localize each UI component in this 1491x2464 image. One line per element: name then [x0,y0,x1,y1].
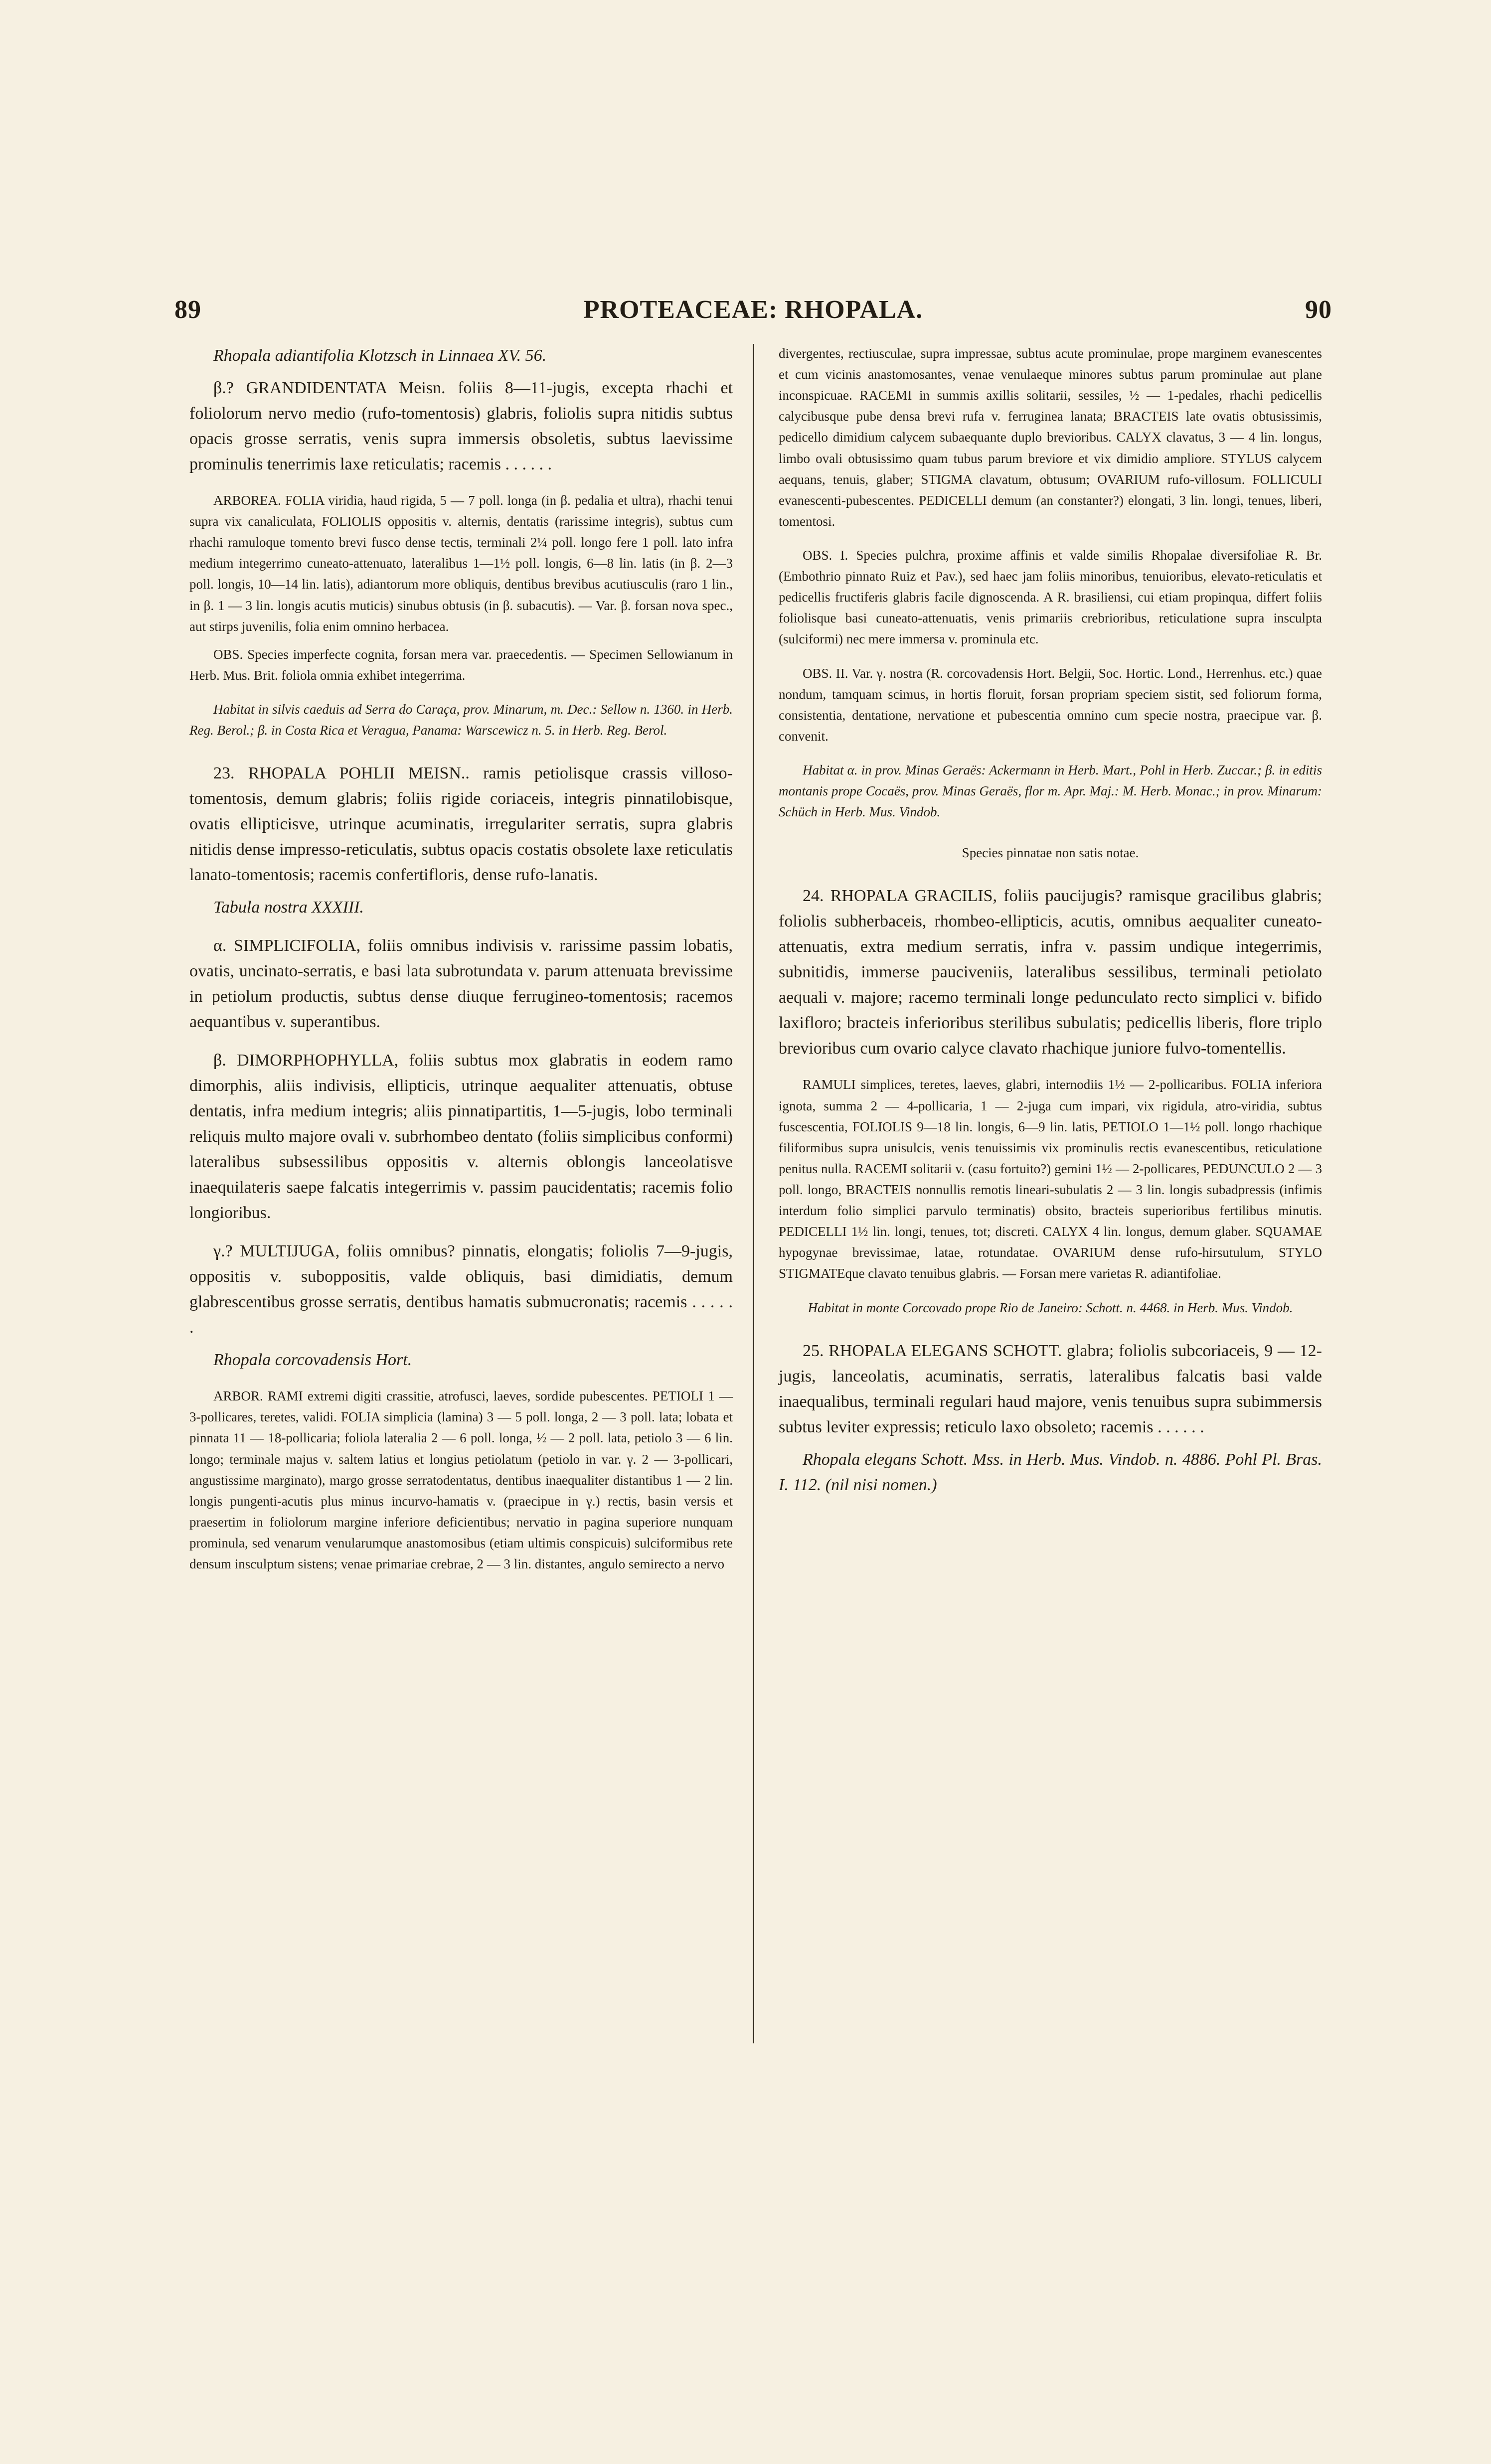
left-paragraph: ARBOR. RAMI extremi digiti crassitie, atrofusci, laeves, sordide pubescentes. PETIOLI 1 — 3-pollicares, teretes, validi. FOLIA simplicia (lamina) 3 — 5 poll. longa, 2 — 3 poll. lata; lobata et pinnata 11 — 18-pollicaria; foliola lateralia 2 — 6 poll. longa, ½ — 2 poll. lata, petiolo 3 — 6 lin. longo; terminale majus v. saltem latius et longius petiolatum (petiolo in var. γ. 2 — 3-pollicari, angustissime marginato), margo grosse serratodentatus, dentibus inaequaliter distantibus 1 — 2 lin. longis pungenti-acutis plus minus incurvo-hamatis v. (praecipue in γ.) rectis, basin versis et praesertim in foliolorum margine inferiore deficientibus; nervatio in pagina superiore nunquam prominula, sed venarum venularumque anastomosibus (etiam ultimis conspicuis) sulciformibus rete densum insculptum sistens; venae primariae crebrae, 2 — 3 lin. distantes, angulo semirecto a nervo [189,1388,733,1572]
right-paragraph: RAMULI simplices, teretes, laeves, glabri, internodiis 1½ — 2-pollicaribus. FOLIA inferiora ignota, summa 2 — 4-pollicaria, 1 — 2-juga cum impari, vix rigidula, atro-viridia, subtus fuscescentia, FOLIOLIS 9—18 lin. longis, 6—9 lin. latis, PETIOLO 1—1½ poll. longo rhachique filiformibus supra unisulcis, venis tenuissimis vix prominulis rectis evanescentibus, reticulatione penitus nulla. RACEMI solitarii v. (casu fortuito?) gemini 1½ — 2-pollicares, PEDUNCULO 2 — 3 poll. longo, BRACTEIS nonnullis remotis lineari-subulatis 2 — 3 lin. longis subadpressis (infimis interdum folio simplici parvulo terminatis) obsito, bracteis superioribus fertilibus minutis. PEDICELLI 1½ lin. longi, tenues, tot; discreti. CALYX 4 lin. longus, demum glaber. SQUAMAE hypogynae brevissimae, latae, rotundatae. OVARIUM dense rufo-hirsutulum, STYLO STIGMATEque clavato tenuibus glabris. — Forsan mere varietas R. adiantifoliae. [779,1077,1322,1281]
left-paragraph: α. SIMPLICIFOLIA, foliis omnibus indivisis v. rarissime passim lobatis, ovatis, uncinato-serratis, e basi lata subrotundata v. parum attenuata brevissime in petiolum productis, subtus dense diuque ferrugineo-tomentosis; racemos aequantibus v. superantibus. [189,936,733,1032]
page-number-right: 90 [1305,296,1332,324]
left-paragraph: Habitat in silvis caeduis ad Serra do Caraça, prov. Minarum, m. Dec.: Sellow n. 1360. in Herb. Reg. Berol.; β. in Costa Rica et Veragua, Panama: Warscewicz n. 5. in Herb. Reg. Berol. [189,701,733,738]
left-paragraph: β. DIMORPHOPHYLLA, foliis subtus mox glabratis in eodem ramo dimorphis, aliis indivisis, ellipticis, utrinque aequaliter attenuatis, obtuse dentatis, infra medium integris; aliis pinnatipartitis, 1—5-jugis, lobo terminali reliquis multo majore ovali v. subrhombeo dentato (foliis simplicibus conformi) lateralibus subsessilibus oppositis v. alternis oblongis lanceolatisve inaequilateris saepe falcatis integerrimis v. passim paucidentatis; racemis folio longioribus. [189,1051,733,1223]
left-paragraph: Tabula nostra XXXIII. [213,898,364,917]
page-title: PROTEACEAE: RHOPALA. [583,296,923,324]
running-header [174,295,1332,325]
left-paragraph: Rhopala adiantifolia Klotzsch in Linnaea XV. 56. [213,346,547,365]
left-column [189,343,733,1581]
right-paragraph: 25. RHOPALA ELEGANS SCHOTT. glabra; foliolis subcoriaceis, 9 — 12-jugis, lanceolatis, acuminatis, serratis, lateralibus falcatis basi valde inaequalibus, terminali regulari haud majore, venis tenuibus supra subimmersis subtus leviter expressis; reticulo laxo obsoleto; racemis . . . . . . [779,1341,1322,1436]
left-paragraph: β.? GRANDIDENTATA Meisn. foliis 8—11-jugis, excepta rhachi et foliolorum nervo medio (rufo-tomentosis) glabris, foliolis supra nitidis subtus opacis grosse serratis, venis supra immersis obsoletis, subtus laevissime prominulis tenerrimis laxe reticulatis; racemis . . . . . . [189,379,733,473]
left-paragraph: 23. RHOPALA POHLII MEISN.. ramis petiolisque crassis villoso-tomentosis, demum glabris; foliis rigide coriaceis, integris pinnatilobisque, ovatis ellipticisve, utrinque acuminatis, irregulariter serratis, supra glabris nitidis dense impresso-reticulatis, subtus opacis costatis obsolete laxe reticulatis lanato-tomentosis; racemis confertifloris, dense rufo-lanatis. [189,764,733,885]
left-paragraph: OBS. Species imperfecte cognita, forsan mera var. praecedentis. — Specimen Sellowianum in Herb. Mus. Brit. foliola omnia exhibet integerrima. [189,646,733,683]
right-paragraph: OBS. II. Var. γ. nostra (R. corcovadensis Hort. Belgii, Soc. Hortic. Lond., Herrenhus. etc.) quae nondum, tamquam scimus, in hortis floruit, forsan propriam speciem sistit, sed foliorum forma, consistentia, dentatione, nervatione et pubescentia omnino cum specie nostra, praecipue var. β. convenit. [779,665,1322,744]
left-paragraph: γ.? MULTIJUGA, foliis omnibus? pinnatis, elongatis; foliolis 7—9-jugis, oppositis v. suboppositis, valde obliquis, basi dimidiatis, demum glabrescentibus grosse serratis, dentibus hamatis submucronatis; racemis . . . . . . [189,1242,733,1337]
left-paragraph: Rhopala corcovadensis Hort. [213,1351,412,1370]
column-divider [753,344,754,2043]
right-paragraph: Habitat α. in prov. Minas Geraës: Ackermann in Herb. Mart., Pohl in Herb. Zuccar.; β. in editis montanis prope Cocaës, prov. Minas Geraës, flor m. Apr. Maj.: M. Herb. Monac.; in prov. Minarum: Schüch in Herb. Mus. Vindob. [779,762,1322,820]
left-paragraph: ARBOREA. FOLIA viridia, haud rigida, 5 — 7 poll. longa (in β. pedalia et ultra), rhachi tenui supra vix canaliculata, FOLIOLIS oppositis v. alternis, dentatis (rarissime integris), subtus cum rhachi ramuloque tomento brevi fusco dense tectis, terminali 2¼ poll. longo fere 1 poll. lato infra medium integerrimo cuneato-attenuato, lateralibus 1—1½ poll. longis, 6—8 lin. latis (in β. 2—3 poll. longis, 10—14 lin. latis), adiantorum more obliquis, dentibus brevibus acutiusculis (raro 1 lin., in β. 1 — 3 lin. longis acutis muticis) sinubus obtusis (in β. subacutis). — Var. β. forsan nova spec., aut stirps juvenilis, folia enim omnino herbacea. [189,493,733,634]
page-number-left: 89 [174,296,201,324]
right-paragraph: divergentes, rectiusculae, supra impressae, subtus acute prominulae, prope marginem evanescentes et cum vicinis anastomosantes, venae venulaeque minores subtus parum prominulae aut plane inconspicuae. RACEMI in summis axillis solitarii, sessiles, ½ — 1-pedales, rhachi pedicellis calycibusque pube densa brevi rufa v. ferruginea lanata; BRACTEIS late ovatis obtusissimis, pedicello dimidium calycem subaequante duplo brevioribus. CALYX clavatus, 3 — 4 lin. longus, limbo ovali obtusissimo quam tubus parum breviore et vix dimidio ampliore. STYLUS calycem aequans, tenuis, glaber; STIGMA clavatum, obtusum; OVARIUM rufo-villosum. FOLLICULI evanescenti-pubescentes. PEDICELLI demum (an constanter?) elongati, 3 lin. longi, tenues, liberi, tomentosi. [779,346,1322,529]
right-column [779,343,1322,1505]
right-paragraph: Habitat in monte Corcovado prope Rio de Janeiro: Schott. n. 4468. in Herb. Mus. Vindob. [808,1300,1293,1315]
right-paragraph: 24. RHOPALA GRACILIS, foliis paucijugis? ramisque gracilibus glabris; foliolis subherbaceis, rhombeo-ellipticis, acutis, omnibus aequaliter cuneato-attenuatis, extra medium serratis, infra v. passim undique integerrimis, subnitidis, immerse pauciveniis, lateralibus sessilibus, terminali petiolato aequali v. majore; racemo terminali longe pedunculato recto simplici v. bifido laxifloro; bracteis inferioribus sterilibus subulatis; pedicellis liberis, flore triplo brevioribus cum ovario calyce clavato rhachique juniore fulvo-tomentellis. [779,887,1322,1058]
right-paragraph: Rhopala elegans Schott. Mss. in Herb. Mus. Vindob. n. 4886. Pohl Pl. Bras. I. 112. (nil nisi nomen.) [779,1450,1322,1494]
right-paragraph: OBS. I. Species pulchra, proxime affinis et valde similis Rhopalae diversifoliae R. Br. (Embothrio pinnato Ruiz et Pav.), sed haec jam foliis minoribus, tenuioribus, elevato-reticulatis et pedicellis fructiferis glabris facile dignoscenda. A R. brasiliensi, cui etiam propinqua, differt foliis foliolisque basi cuneato-attenuatis, venis primariis crebrioribus, reticulatione supra insculpta (sulciformi) nec mere immersa v. prominula etc. [779,547,1322,647]
right-paragraph: Species pinnatae non satis notae. [962,845,1139,861]
